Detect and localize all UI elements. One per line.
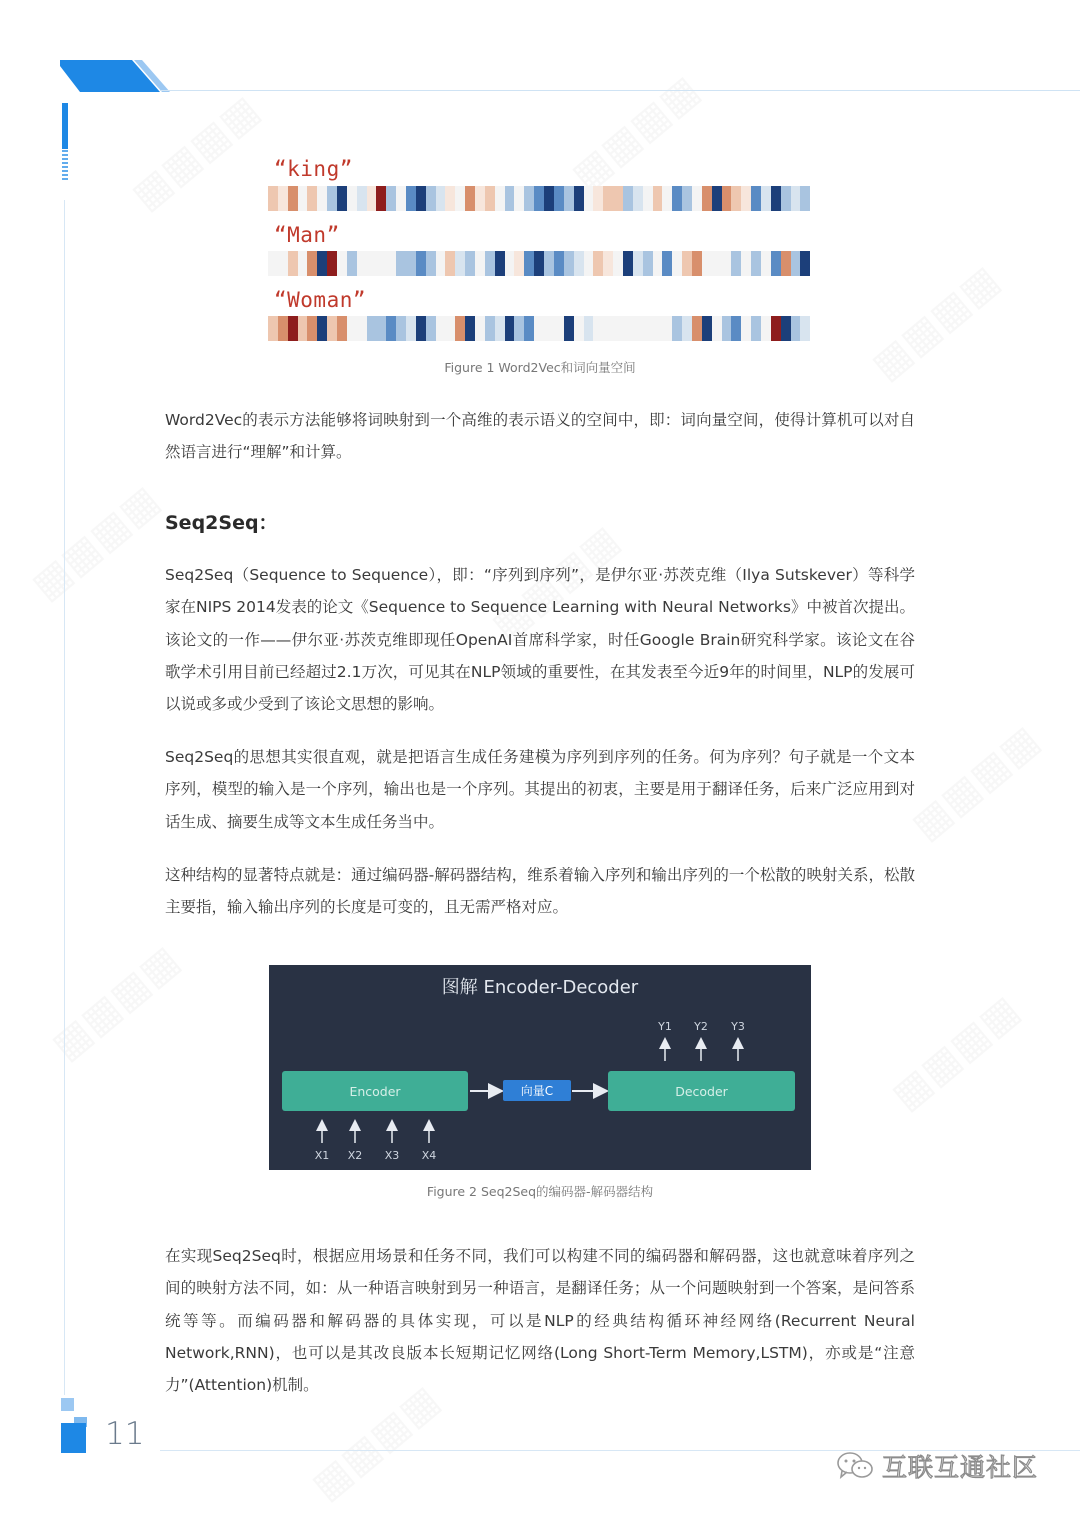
input-label-x2: X2 (347, 1149, 363, 1162)
vector-cell (564, 251, 574, 276)
section-title-seq2seq: Seq2Seq： (165, 512, 278, 534)
vector-cell (672, 316, 682, 341)
header-rule (160, 90, 1080, 91)
vector-cell (672, 251, 682, 276)
vector-cell (307, 251, 317, 276)
vector-cell (564, 186, 574, 211)
vector-cell (712, 186, 722, 211)
vector-cell (751, 251, 761, 276)
vector-cell (347, 316, 357, 341)
vector-cell (406, 316, 416, 341)
vector-cell (692, 251, 702, 276)
vector-cell (712, 316, 722, 341)
vector-cell (731, 186, 741, 211)
vector-cell (416, 186, 426, 211)
vector-cell (771, 316, 781, 341)
vector-cell (643, 251, 653, 276)
vector-cell (544, 316, 554, 341)
vector-cell (653, 251, 663, 276)
vector-cell (751, 316, 761, 341)
vector-cell (524, 251, 534, 276)
vector-cell (495, 186, 505, 211)
vector-cell (741, 316, 751, 341)
vector-cell (672, 186, 682, 211)
vector-cell (623, 186, 633, 211)
vector-cell (781, 186, 791, 211)
vector-cell (317, 316, 327, 341)
vector-cell (288, 316, 298, 341)
word-vector-row-woman (268, 316, 810, 341)
vector-cell (327, 186, 337, 211)
vector-cell (613, 251, 623, 276)
vector-cell (731, 251, 741, 276)
vector-cell (327, 316, 337, 341)
vector-cell (534, 316, 544, 341)
vector-cell (475, 186, 485, 211)
vector-cell (505, 316, 515, 341)
vector-cell (623, 251, 633, 276)
vector-cell (653, 186, 663, 211)
vector-cell (436, 186, 446, 211)
vector-cell (574, 316, 584, 341)
vector-cell (298, 186, 308, 211)
vector-cell (465, 316, 475, 341)
vector-cell (288, 251, 298, 276)
page-number: 11 (105, 1416, 145, 1452)
output-label-y3: Y3 (731, 1020, 745, 1033)
vector-cell (712, 251, 722, 276)
vector-cell (337, 186, 347, 211)
vector-cell (692, 316, 702, 341)
vector-cell (653, 316, 663, 341)
vector-cell (317, 186, 327, 211)
document-page: ▦▦▦▦ ▦▦▦▦ ▦▦▦▦ ▦▦▦▦ ▦▦▦▦ ▦▦▦▦ ▦▦▦▦ ▦▦▦▦ ▦▦▦▦ “king” “Man” “Woman” Figure 1 Word2Vec和词向量空间 Word2Vec的表示方法能够将词映射到一个高维的表示语义的空间中，即：词向量空间，使得计算机可以对自然语言进行“理解”和计算。 Seq2Seq： Seq2Seq（Sequence to Sequence），即：“序列到序列”，是伊尔亚·苏茨克维（Ilya Sutskever）等科学家在NIPS 2014发表的论文《Sequence to Sequence Learning with Neural Networks》中被首次提出。该论文的一作——伊尔亚·苏茨克维即现任OpenAI首席科学家，时任Google Brain研究科学家。该论文在谷歌学术引用目前已经超过2.1万次，可见其在NLP领域的重要性，在其发表至今近9年的时间里，NLP的发展可以说或多或少受到了该论文思想的影响。 Seq2Seq的思想其实很直观，就是把语言生成任务建模为序列到序列的任务。何为序列？句子就是一个文本序列，模型的输入是一个序列，输出也是一个序列。其提出的初衷，主要是用于翻译任务，后来广泛应用到对话生成、摘要生成等文本生成任务当中。 这种结构的显著特点就是：通过编码器-解码器结构，维系着输入序列和输出序列的一个松散的映射关系，松散主要指，输入输出序列的长度是可变的，且无需严格对应。 图解 Encoder-Decoder Encoder 向量C Decoder X1 X2 X3 X4 Y1 Y2 Y3 Figure 2 Seq2Seq的编码器-解码器结构 在实现Seq2Seq时，根据应用场景和任务不同，我们可以构建不同的编码器和解码器，这也就意味着序列之间的映射方法不同，如：从一种语言映射到另一种语言，是翻译任务；从一个问题映射到一个答案，是问答系统等等。而编码器和解码器的具体实现，可以是NLP的经典结构循环神经网络(Recurrent Neural Network,RNN)，也可以是其改良版本长短期记忆网络(Long Short-Term Memory,LSTM)，亦或是“注意力”(Attention)机制。 11 互联互通社区 (0, 0, 1080, 1515)
vector-cell (386, 186, 396, 211)
vector-cell (416, 251, 426, 276)
vector-cell (692, 186, 702, 211)
vector-cell (584, 186, 594, 211)
vector-cell (741, 251, 751, 276)
vector-cell (554, 186, 564, 211)
vector-cell (791, 316, 801, 341)
vector-cell (357, 316, 367, 341)
vector-cell (495, 316, 505, 341)
vector-cell (307, 186, 317, 211)
word-vector-row-king (268, 186, 810, 211)
vector-cell (278, 251, 288, 276)
vector-cell (357, 251, 367, 276)
vector-cell (514, 186, 524, 211)
vector-cell (455, 251, 465, 276)
vector-cell (298, 316, 308, 341)
vector-cell (485, 251, 495, 276)
vector-cell (455, 316, 465, 341)
vector-cell (623, 316, 633, 341)
vector-cell (791, 186, 801, 211)
vector-cell (426, 316, 436, 341)
vector-cell (761, 251, 771, 276)
page-number-decoration (61, 1398, 74, 1411)
word-label-woman: “Woman” (274, 288, 367, 312)
vector-cell (268, 316, 278, 341)
vector-cell (633, 251, 643, 276)
vector-cell (722, 251, 732, 276)
vector-cell (367, 186, 377, 211)
vector-cell (574, 251, 584, 276)
vector-cell (662, 251, 672, 276)
vector-cell (455, 186, 465, 211)
figure2-caption: Figure 2 Seq2Seq的编码器-解码器结构 (426, 1184, 654, 1199)
paragraph-seq2seq-intro: Seq2Seq（Sequence to Sequence），即：“序列到序列”，是伊尔亚·苏茨克维（Ilya Sutskever）等科学家在NIPS 2014发表的论文《Sequence to Sequence Learning with Neural Networks》中被首次提出。该论文的一作——伊尔亚·苏茨克维即现任OpenAI首席科学家，时任Google Brain研究科学家。该论文在谷歌学术引用目前已经超过2.1万次，可见其在NLP领域的重要性，在其发表至今近9年的时间里，NLP的发展可以说或多或少受到了该论文思想的影响。 (165, 566, 915, 714)
vector-cell (337, 316, 347, 341)
vector-cell (603, 316, 613, 341)
vector-cell (376, 186, 386, 211)
vector-cell (633, 316, 643, 341)
vector-cell (603, 186, 613, 211)
vector-cell (307, 316, 317, 341)
vector-cell (554, 251, 564, 276)
vector-cell (514, 316, 524, 341)
vector-cell (613, 186, 623, 211)
vector-cell (396, 251, 406, 276)
vector-cell (791, 251, 801, 276)
vector-cell (761, 316, 771, 341)
vector-cell (317, 251, 327, 276)
vector-cell (445, 251, 455, 276)
vector-cell (278, 186, 288, 211)
wechat-icon (836, 1451, 874, 1481)
vector-cell (485, 316, 495, 341)
vector-cell (751, 186, 761, 211)
vector-cell (416, 316, 426, 341)
input-label-x1: X1 (314, 1149, 330, 1162)
vector-cell (702, 251, 712, 276)
vector-cell (584, 251, 594, 276)
vector-cell (337, 251, 347, 276)
vector-cell (376, 251, 386, 276)
vector-cell (465, 186, 475, 211)
vector-cell (544, 186, 554, 211)
vector-cell (584, 316, 594, 341)
vector-cell (465, 251, 475, 276)
vector-cell (761, 186, 771, 211)
vector-cell (593, 251, 603, 276)
vector-cell (702, 316, 712, 341)
paragraph-word2vec: Word2Vec的表示方法能够将词映射到一个高维的表示语义的空间中，即：词向量空间，使得计算机可以对自然语言进行“理解”和计算。 (165, 411, 915, 462)
vector-cell (278, 316, 288, 341)
vector-cell (781, 316, 791, 341)
vector-cell (347, 251, 357, 276)
vector-cell (633, 186, 643, 211)
brand-name: 互联互通社区 (882, 1453, 1039, 1482)
vector-cell (376, 316, 386, 341)
vector-cell (367, 251, 377, 276)
vector-cell (445, 186, 455, 211)
vector-cell (367, 316, 377, 341)
encoder-box: Encoder (282, 1071, 468, 1111)
vector-cell (722, 316, 732, 341)
vector-cell (603, 251, 613, 276)
vector-cell (357, 186, 367, 211)
input-label-x4: X4 (421, 1149, 437, 1162)
vector-cell (731, 316, 741, 341)
vector-cell (800, 316, 810, 341)
vector-cell (436, 251, 446, 276)
vector-cell (514, 251, 524, 276)
vector-cell (662, 316, 672, 341)
vector-cell (268, 251, 278, 276)
diagram-title: 图解 Encoder-Decoder (441, 977, 639, 998)
side-dotted-bar (62, 150, 68, 182)
vector-cell (495, 251, 505, 276)
vector-cell (426, 251, 436, 276)
vector-cell (445, 316, 455, 341)
encoder-decoder-diagram (269, 965, 811, 1170)
vector-cell (406, 186, 416, 211)
vector-cell (593, 186, 603, 211)
vector-cell (544, 251, 554, 276)
vector-cell (682, 186, 692, 211)
vector-cell (436, 316, 446, 341)
vector-cell (682, 316, 692, 341)
vector-cell (781, 251, 791, 276)
output-label-y2: Y2 (694, 1020, 708, 1033)
vector-cell (327, 251, 337, 276)
figure1-caption: Figure 1 Word2Vec和词向量空间 (444, 360, 636, 375)
vector-cell (593, 316, 603, 341)
paragraph-seq2seq-implementation: 在实现Seq2Seq时，根据应用场景和任务不同，我们可以构建不同的编码器和解码器，这也就意味着序列之间的映射方法不同，如：从一种语言映射到另一种语言，是翻译任务；从一个问题映射到一个答案，是问答系统等等。而编码器和解码器的具体实现，可以是NLP的经典结构循环神经网络(Recurrent Neural Network,RNN)，也可以是其改良版本长短期记忆网络(Long Short-Term Memory,LSTM)，亦或是“注意力”(Attention)机制。 (165, 1247, 915, 1395)
vector-cell (741, 186, 751, 211)
vector-cell (298, 251, 308, 276)
input-label-x3: X3 (384, 1149, 400, 1162)
vector-cell (722, 186, 732, 211)
vector-cell (505, 186, 515, 211)
vector-cell (643, 186, 653, 211)
vector-cell (386, 316, 396, 341)
vector-cell (682, 251, 692, 276)
vector-cell (406, 251, 416, 276)
vector-cell (524, 186, 534, 211)
vector-cell (485, 186, 495, 211)
side-accent-bar (62, 103, 68, 149)
vector-cell (475, 316, 485, 341)
vector-cell (426, 186, 436, 211)
vector-cell (396, 316, 406, 341)
vector-cell (534, 186, 544, 211)
paragraph-seq2seq-structure: 这种结构的显著特点就是：通过编码器-解码器结构，维系着输入序列和输出序列的一个松散的映射关系，松散主要指，输入输出序列的长度是可变的，且无需严格对应。 (165, 866, 915, 917)
side-rule (64, 200, 65, 1395)
header-decoration (60, 60, 210, 92)
vector-cell (475, 251, 485, 276)
vector-cell (386, 251, 396, 276)
word-vector-row-man (268, 251, 810, 276)
page-number-block (61, 1423, 86, 1453)
vector-cell (574, 186, 584, 211)
output-label-y1: Y1 (658, 1020, 672, 1033)
vector-cell (534, 251, 544, 276)
vector-cell (554, 316, 564, 341)
vector-cell (771, 251, 781, 276)
vector-cell (288, 186, 298, 211)
vector-cell (800, 251, 810, 276)
context-vector-box: 向量C (503, 1080, 571, 1101)
vector-cell (564, 316, 574, 341)
vector-cell (702, 186, 712, 211)
vector-cell (800, 186, 810, 211)
vector-cell (505, 251, 515, 276)
brand-watermark (836, 1449, 1038, 1483)
vector-cell (662, 186, 672, 211)
word-label-man: “Man” (274, 223, 340, 247)
vector-cell (613, 316, 623, 341)
vector-cell (268, 186, 278, 211)
vector-cell (643, 316, 653, 341)
decoder-box: Decoder (608, 1071, 795, 1111)
paragraph-seq2seq-idea: Seq2Seq的思想其实很直观，就是把语言生成任务建模为序列到序列的任务。何为序列？句子就是一个文本序列，模型的输入是一个序列，输出也是一个序列。其提出的初衷，主要是用于翻译任务，后来广泛应用到对话生成、摘要生成等文本生成任务当中。 (165, 748, 915, 831)
word-label-king: “king” (274, 157, 353, 181)
vector-cell (524, 316, 534, 341)
vector-cell (347, 186, 357, 211)
vector-cell (771, 186, 781, 211)
vector-cell (396, 186, 406, 211)
